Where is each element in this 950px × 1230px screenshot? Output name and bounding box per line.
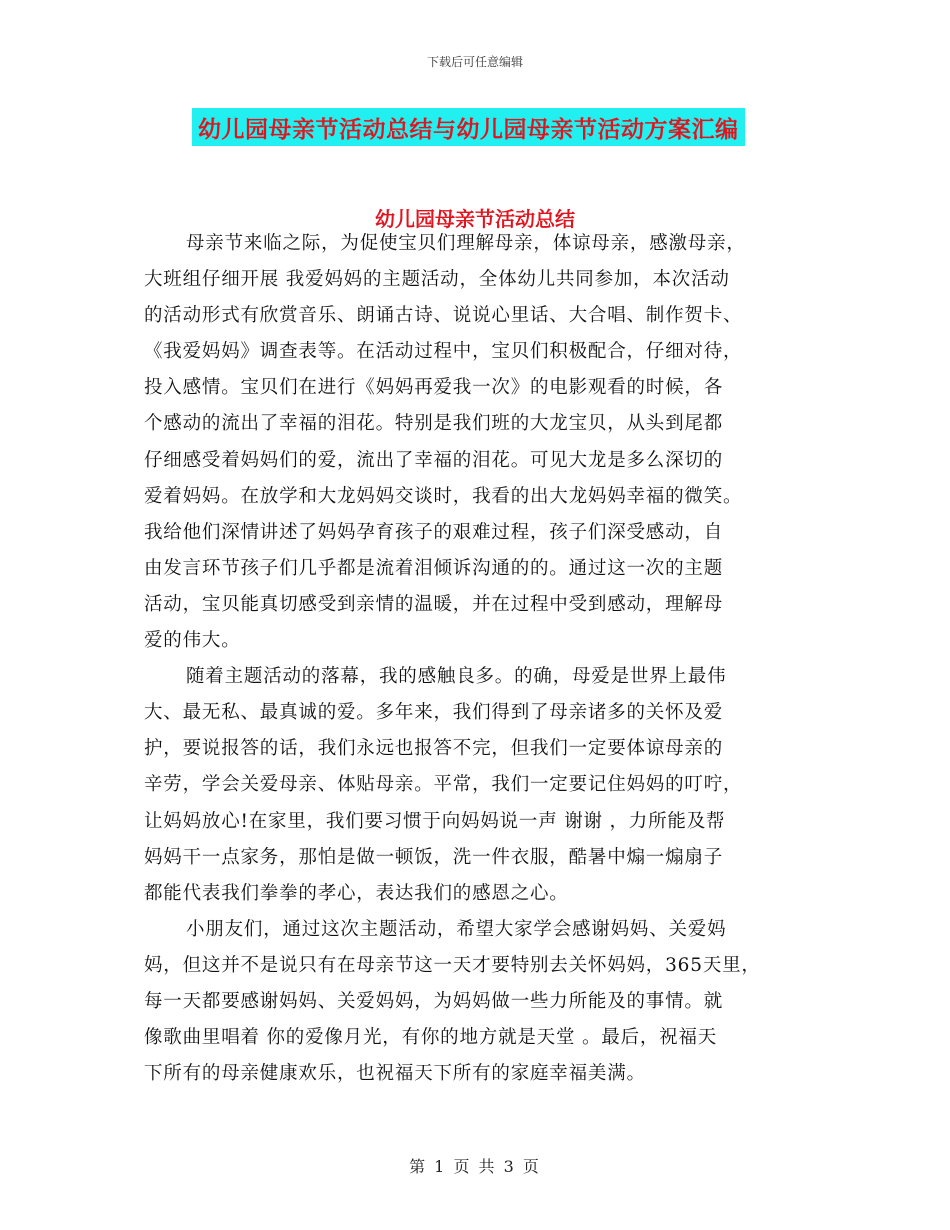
text-line: 母亲节来临之际，为促使宝贝们理解母亲，体谅母亲，感激母亲， <box>186 233 746 254</box>
text-line: 护，要说报答的话，我们永远也报答不完，但我们一定要体谅母亲的 <box>144 738 724 760</box>
text-line: 爱的伟大。 <box>144 630 241 652</box>
page-footer: 第 1 页 共 3 页 <box>409 1157 541 1176</box>
text-line: 辛劳，学会关爱母亲、体贴母亲。平常，我们一定要记住妈妈的叮咛， <box>144 774 743 796</box>
text-line: 活动，宝贝能真切感受到亲情的温暖，并在过程中受到感动，理解母 <box>144 593 724 615</box>
main-title-highlight <box>192 108 745 146</box>
paragraph <box>144 912 824 1092</box>
text-line: 仔细感受着妈妈们的爱，流出了幸福的泪花。可见大龙是多么深切的 <box>144 449 724 471</box>
text-line: 个感动的流出了幸福的泪花。特别是我们班的大龙宝贝，从头到尾都 <box>144 413 724 435</box>
main-title: 幼儿园母亲节活动总结与幼儿园母亲节活动方案汇编 <box>198 115 739 143</box>
header-note: 下载后可任意编辑 <box>426 55 523 69</box>
text-line: 妈，但这并不是说只有在母亲节这一天才要特别去关怀妈妈，365天里， <box>144 954 761 976</box>
body-text <box>144 226 824 1092</box>
text-line: 投入感情。宝贝们在进行《妈妈再爱我一次》的电影观看的时候，各 <box>144 377 724 399</box>
text-line: 大班组仔细开展 我爱妈妈的主题活动，全体幼儿共同参加，本次活动 <box>144 269 730 291</box>
text-line: 由发言环节孩子们几乎都是流着泪倾诉沟通的的。通过这一次的主题 <box>144 557 724 579</box>
text-line: 小朋友们，通过这次主题活动，希望大家学会感谢妈妈、关爱妈 <box>186 918 727 940</box>
text-line: 的活动形式有欣赏音乐、朗诵古诗、说说心里话、大合唱、制作贺卡、 <box>144 305 743 327</box>
text-line: 都能代表我们拳拳的孝心，表达我们的感恩之心。 <box>144 882 569 904</box>
text-line: 爱着妈妈。在放学和大龙妈妈交谈时，我看的出大龙妈妈幸福的微笑。 <box>144 485 743 507</box>
text-line: 每一天都要感谢妈妈、关爱妈妈，为妈妈做一些力所能及的事情。就 <box>144 990 724 1012</box>
text-line: 下所有的母亲健康欢乐，也祝福天下所有的家庭幸福美满。 <box>144 1063 646 1085</box>
paragraph <box>144 659 824 912</box>
text-line: 妈妈干一点家务，那怕是做一顿饭，洗一件衣服，酷暑中煽一煽扇子 <box>144 846 724 868</box>
paragraph <box>144 226 824 659</box>
section-title: 幼儿园母亲节活动总结 <box>375 207 575 231</box>
text-line: 让妈妈放心!在家里，我们要习惯于向妈妈说一声 谢谢 ，力所能及帮 <box>144 810 726 832</box>
text-line: 大、最无私、最真诚的爱。多年来，我们得到了母亲诸多的关怀及爱 <box>144 702 724 724</box>
text-line: 《我爱妈妈》调查表等。在活动过程中，宝贝们积极配合，仔细对待， <box>144 341 743 363</box>
text-line: 像歌曲里唱着 你的爱像月光，有你的地方就是天堂 。最后，祝福天 <box>144 1027 718 1049</box>
text-line: 随着主题活动的落幕，我的感触良多。的确，母爱是世界上最伟 <box>186 666 727 688</box>
text-line: 我给他们深情讲述了妈妈孕育孩子的艰难过程，孩子们深受感动，自 <box>144 521 724 543</box>
